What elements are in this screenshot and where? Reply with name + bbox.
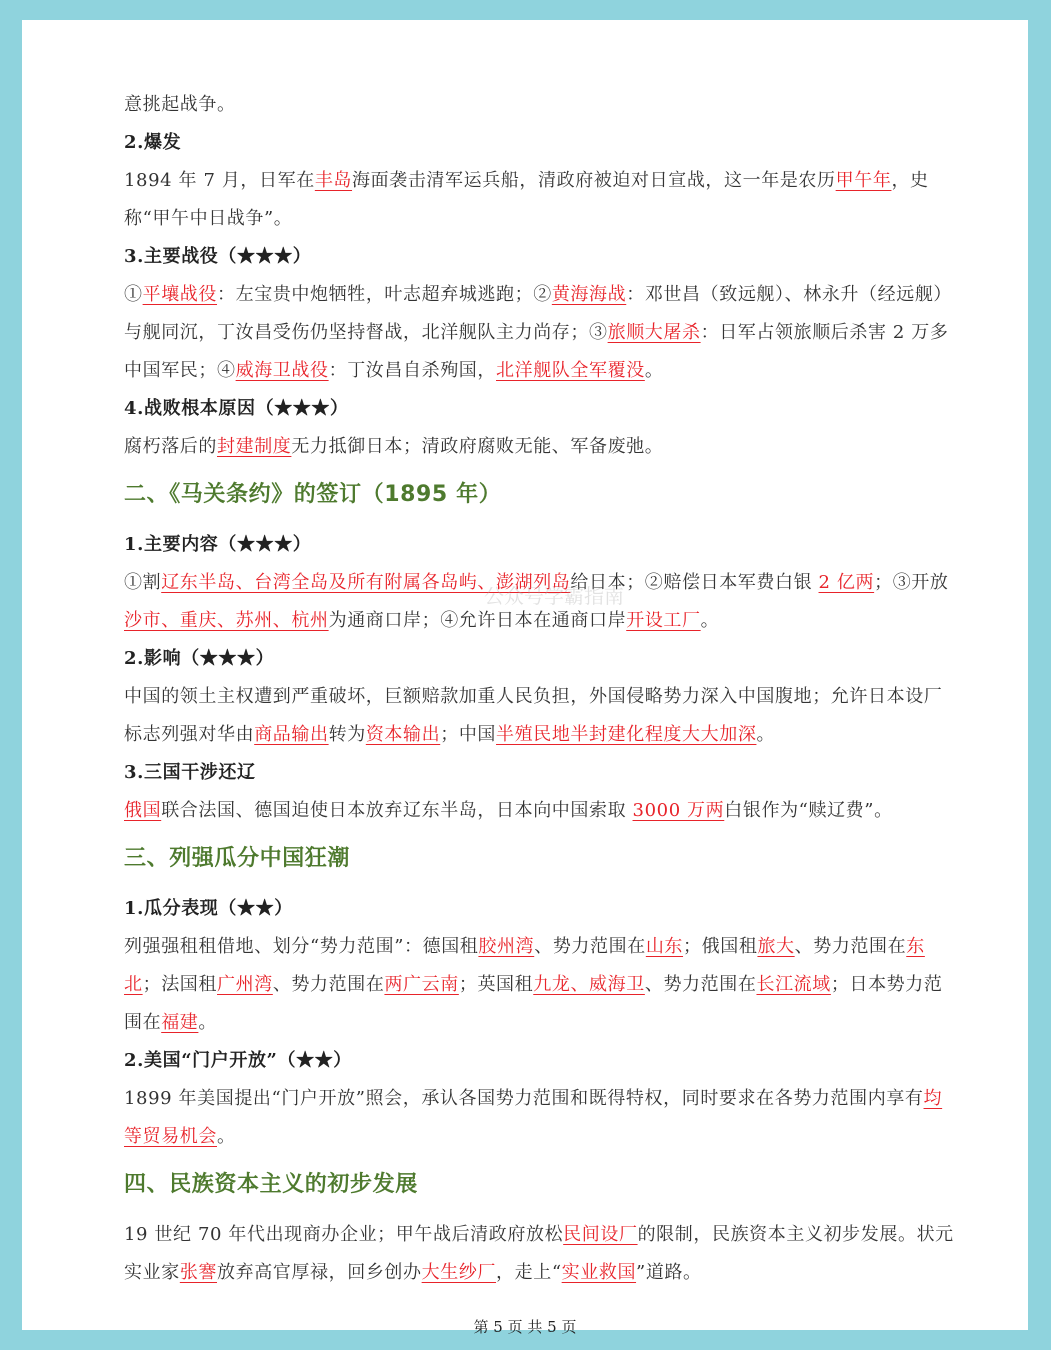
paragraph-triple-intervention: 俄国联合法国、德国迫使日本放弃辽东半岛，日本向中国索取 3000 万两白银作为“赎辽费”。 (124, 800, 893, 821)
section-heading-partition: 三、列强瓜分中国狂潮 (124, 846, 351, 871)
paragraph-battles: ①平壤战役：左宝贵中炮牺牲，叶志超弃城逃跑；②黄海海战：邓世昌（致远舰）、林永升（经远舰）与舰同沉，丁汝昌受伤仍坚持督战，北洋舰队主力尚存；③旅顺大屠杀：日军占领旅顺后杀害 2 万多中国军民；④威海卫战役：丁汝昌自杀殉国，北洋舰队全军覆没。 (124, 284, 953, 381)
paragraph-defeat-cause: 腐朽落后的封建制度无力抵御日本；清政府腐败无能、军备废弛。 (124, 436, 664, 457)
watermark-text: 公众号学霸指南 (484, 584, 624, 608)
paragraph-impact: 中国的领土主权遭到严重破坏，巨额赔款加重人民负担，外国侵略势力深入中国腹地；允许日本设厂标志列强对华由商品输出转为资本输出；中国半殖民地半封建化程度大大加深。 (124, 686, 943, 745)
intro-text: 意挑起战争。 (124, 94, 236, 115)
subheading-impact: 2.影响（★★★） (124, 648, 275, 669)
document-page (22, 20, 1028, 1336)
subheading-outbreak: 2.爆发 (124, 132, 182, 153)
paragraph-outbreak: 1894 年 7 月，日军在丰岛海面袭击清军运兵船，清政府被迫对日宣战，这一年是农历甲午年，史称“甲午中日战争”。 (124, 170, 929, 229)
section-heading-capitalism: 四、民族资本主义的初步发展 (124, 1172, 418, 1197)
section-heading-treaty: 二、《马关条约》的签订（1895 年） (124, 482, 502, 507)
subheading-open-door: 2.美国“门户开放”（★★） (124, 1050, 352, 1071)
subheading-battles: 3.主要战役（★★★） (124, 246, 312, 267)
subheading-defeat-cause: 4.战败根本原因（★★★） (124, 398, 349, 419)
subheading-treaty-content: 1.主要内容（★★★） (124, 534, 312, 555)
paragraph-open-door: 1899 年美国提出“门户开放”照会，承认各国势力范围和既得特权，同时要求在各势力范围内享有均等贸易机会。 (124, 1088, 943, 1147)
paragraph-partition: 列强强租租借地、划分“势力范围”：德国租胶州湾、势力范围在山东；俄国租旅大、势力范围在东北；法国租广州湾、势力范围在两广云南；英国租九龙、威海卫、势力范围在长江流域；日本势力范围在福建。 (124, 936, 943, 1033)
paragraph-treaty-content: ①割辽东半岛、台湾全岛及所有附属各岛屿、澎湖列岛给日本；②赔偿日本军费白银 2 亿两；③开放沙市、重庆、苏州、杭州为通商口岸；④允许日本在通商口岸开设工厂。 (124, 572, 949, 631)
paragraph-capitalism: 19 世纪 70 年代出现商办企业；甲午战后清政府放松民间设厂的限制，民族资本主义初步发展。状元实业家张謇放弃高官厚禄，回乡创办大生纱厂，走上“实业救国”道路。 (124, 1224, 954, 1283)
page-content (124, 86, 954, 1292)
subheading-partition: 1.瓜分表现（★★） (124, 898, 293, 919)
page-footer: 第 5 页 共 5 页 (473, 1318, 577, 1336)
subheading-triple-intervention: 3.三国干涉还辽 (124, 762, 256, 783)
